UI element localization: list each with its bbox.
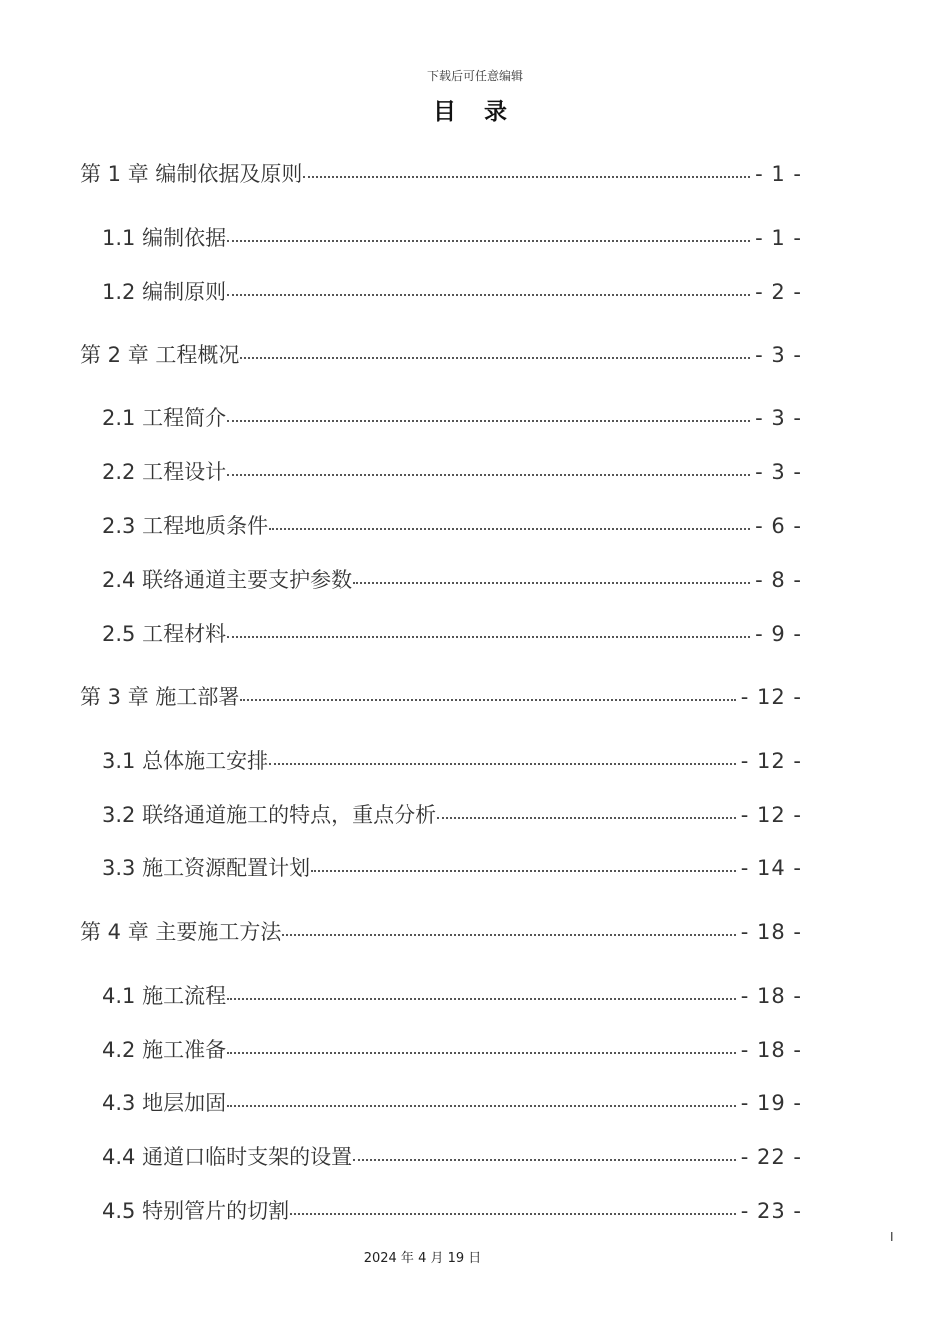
- toc-entry-text: 3.2 联络通道施工的特点，重点分析: [102, 803, 437, 827]
- toc-page-number: - 18 -: [740, 984, 802, 1008]
- dot-leader: [311, 870, 736, 872]
- dot-leader: [269, 763, 736, 765]
- toc-entry-text: 4.2 施工准备: [102, 1038, 227, 1062]
- toc-entry[interactable]: [80, 681, 802, 711]
- toc-page-number: - 2 -: [755, 280, 802, 304]
- toc-entry[interactable]: [102, 1034, 802, 1064]
- dot-leader: [437, 817, 736, 819]
- toc-entry[interactable]: [102, 564, 802, 594]
- toc-page-number: - 3 -: [755, 343, 802, 367]
- toc-entry[interactable]: [102, 1141, 802, 1171]
- toc-page-number: - 12 -: [740, 803, 802, 827]
- header-note: 下载后可任意编辑: [426, 69, 523, 83]
- toc-entry-text: 1.2 编制原则: [102, 280, 227, 304]
- toc-page-number: - 19 -: [740, 1091, 802, 1115]
- toc-entry-text: 4.1 施工流程: [102, 984, 227, 1008]
- toc-page-number: - 23 -: [740, 1199, 802, 1223]
- dot-leader: [282, 934, 735, 936]
- toc-entry-text: 第 4 章 主要施工方法: [80, 920, 282, 944]
- toc-page-number: - 12 -: [740, 685, 802, 709]
- toc-entry[interactable]: [80, 158, 802, 188]
- page-number-mark: I: [890, 1230, 894, 1244]
- dot-leader: [227, 294, 750, 296]
- toc-page-number: - 18 -: [740, 1038, 802, 1062]
- dot-leader: [353, 582, 750, 584]
- toc-page-number: - 9 -: [755, 622, 802, 646]
- toc-entry-text: 1.1 编制依据: [102, 226, 227, 250]
- dot-leader: [353, 1159, 736, 1161]
- toc-entry-text: 第 1 章 编制依据及原则: [80, 162, 303, 186]
- toc-entry-text: 2.5 工程材料: [102, 622, 227, 646]
- dot-leader: [227, 998, 736, 1000]
- toc-page-number: - 1 -: [755, 226, 802, 250]
- toc-entry[interactable]: [102, 1087, 802, 1117]
- dot-leader: [227, 474, 750, 476]
- toc-entry[interactable]: [80, 916, 802, 946]
- dot-leader: [240, 357, 750, 359]
- toc-entry-text: 4.4 通道口临时支架的设置: [102, 1145, 353, 1169]
- toc-entry-text: 2.4 联络通道主要支护参数: [102, 568, 353, 592]
- dot-leader: [227, 1105, 736, 1107]
- dot-leader: [303, 176, 750, 178]
- dot-leader: [227, 420, 750, 422]
- toc-entry[interactable]: [102, 222, 802, 252]
- toc-entry[interactable]: [102, 510, 802, 540]
- toc-entry-text: 2.1 工程简介: [102, 406, 227, 430]
- toc-page-number: - 6 -: [755, 514, 802, 538]
- toc-page-number: - 3 -: [755, 406, 802, 430]
- toc-entry-text: 2.3 工程地质条件: [102, 514, 269, 538]
- toc-entry-text: 第 3 章 施工部署: [80, 685, 240, 709]
- toc-page-number: - 18 -: [740, 920, 802, 944]
- toc-entry[interactable]: [102, 745, 802, 775]
- toc-entry-text: 4.5 特别管片的切割: [102, 1199, 290, 1223]
- toc-entry[interactable]: [102, 276, 802, 306]
- dot-leader: [227, 1052, 736, 1054]
- toc-page-number: - 8 -: [755, 568, 802, 592]
- toc-page-number: - 3 -: [755, 460, 802, 484]
- toc-entry-text: 4.3 地层加固: [102, 1091, 227, 1115]
- dot-leader: [240, 699, 735, 701]
- toc-entry[interactable]: [102, 852, 802, 882]
- toc-page-number: - 14 -: [740, 856, 802, 880]
- toc-entry[interactable]: [80, 339, 802, 369]
- toc-entry[interactable]: [102, 799, 802, 829]
- footer-date: 2024 年 4 月 19 日: [363, 1251, 482, 1266]
- toc-entry-text: 2.2 工程设计: [102, 460, 227, 484]
- toc-entry[interactable]: [102, 980, 802, 1010]
- toc-page-number: - 1 -: [755, 162, 802, 186]
- toc-entry-text: 3.1 总体施工安排: [102, 749, 269, 773]
- toc-page-number: - 22 -: [740, 1145, 802, 1169]
- dot-leader: [227, 636, 750, 638]
- dot-leader: [227, 240, 750, 242]
- toc-page-number: - 12 -: [740, 749, 802, 773]
- dot-leader: [290, 1213, 736, 1215]
- toc-entry-text: 第 2 章 工程概况: [80, 343, 240, 367]
- dot-leader: [269, 528, 750, 530]
- toc-entry[interactable]: [102, 456, 802, 486]
- toc-entry-text: 3.3 施工资源配置计划: [102, 856, 311, 880]
- toc-entry[interactable]: [102, 618, 802, 648]
- toc-entry[interactable]: [102, 402, 802, 432]
- page-title: 目 录: [432, 99, 517, 125]
- toc-entry[interactable]: [102, 1195, 802, 1225]
